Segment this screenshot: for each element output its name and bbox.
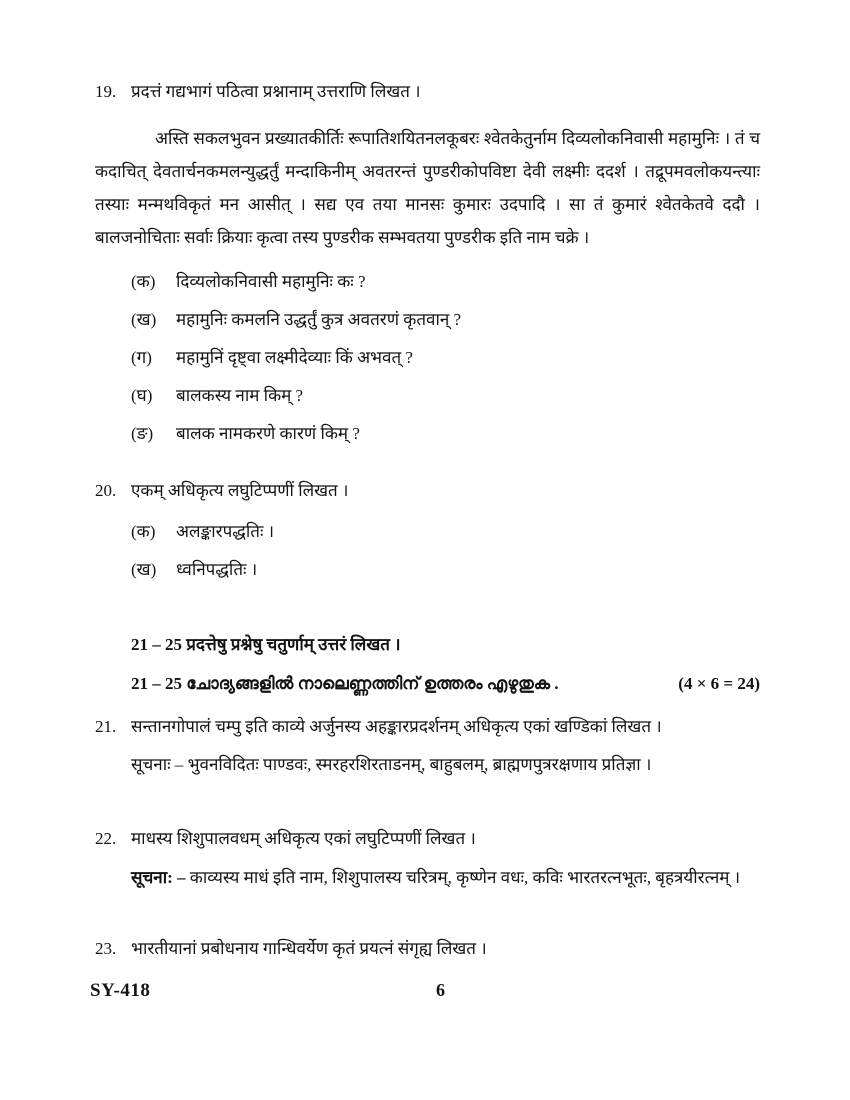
subquestion-label: (क) [131, 272, 156, 291]
question-20 [95, 479, 760, 503]
subquestion-19-ga [131, 346, 760, 369]
subquestion-label: (ख) [131, 310, 157, 329]
question-23-block [95, 937, 760, 961]
section-instruction-sanskrit: 21 – 25 प्रदत्तेषु प्रश्नेषु चतुर्णाम् उत्तरं लिखत । [131, 635, 401, 654]
question-23 [95, 937, 760, 961]
subquestion-label: (क) [131, 522, 156, 541]
question-21-hint [131, 753, 760, 777]
subquestion-text: दिव्यलोकनिवासी महामुनिः कः ? [176, 272, 366, 291]
question-20-subquestions [131, 520, 760, 581]
subquestion-19-gha [131, 384, 760, 407]
question-19-number: 19. [95, 82, 117, 101]
subquestion-text: बालक नामकरणे कारणं किम् ? [176, 424, 360, 443]
subquestion-19-kha [131, 308, 760, 331]
section-instruction-malayalam: 21 – 25 ചോദ്യങ്ങളിൽ നാലെണ്ണത്തിന് ഉത്തരം എഴുതുക . [131, 674, 559, 693]
hint-text: भुवनविदितः पाण्डवः, स्मरहरशिरताडनम्, बाहुबलम्, ब्राह्मणपुत्ररक्षणाय प्रतिज्ञा । [187, 755, 652, 774]
question-21 [95, 715, 760, 739]
subquestion-20-ka [131, 520, 760, 543]
question-20-number: 20. [95, 481, 117, 500]
subquestion-text: महामुनिं दृष्ट्वा लक्ष्मीदेव्याः किं अभवत् ? [176, 348, 413, 367]
question-19-subquestions [131, 270, 760, 445]
question-22-number: 22. [95, 829, 117, 848]
question-21-prompt: सन्तानगोपालं चम्पु इति काव्ये अर्जुनस्य अहङ्कारप्रदर्शनम् अधिकृत्य एकां खण्डिकां लिखत । [131, 717, 662, 736]
question-22-hint [131, 866, 760, 890]
hint-text: काव्यस्य माधं इति नाम, शिशुपालस्य चरित्रम्, कृष्णेन वधः, कविः भारतरत्नभूतः, बृहत्रयीरत्नम् । [189, 868, 741, 887]
subquestion-label: (ङ) [131, 424, 154, 443]
subquestion-text: बालकस्य नाम किम् ? [176, 386, 304, 405]
question-23-number: 23. [95, 939, 117, 958]
section-instruction-malayalam-row [131, 671, 760, 697]
section-marks: (4 × 6 = 24) [678, 674, 760, 693]
subquestion-label: (ख) [131, 560, 157, 579]
hint-label: सूचनाः – [131, 755, 184, 774]
question-21-block [95, 715, 760, 777]
paper-code: SY-418 [90, 980, 151, 1001]
subquestion-text: महामुनिः कमलनि उद्धर्तुं कुत्र अवतरणं कृतवान् ? [176, 310, 462, 329]
question-22-block [95, 827, 760, 890]
page-number: 6 [436, 980, 445, 1000]
question-23-prompt: भारतीयानां प्रबोधनाय गान्धिवर्येण कृतं प्रयत्नं संगृह्य लिखत । [131, 939, 487, 958]
question-22-prompt: माधस्य शिशुपालवधम् अधिकृत्य एकां लघुटिप्पणीं लिखत । [131, 829, 476, 848]
subquestion-19-ka [131, 270, 760, 293]
page-content [95, 80, 760, 961]
question-22 [95, 827, 760, 851]
subquestion-label: (ग) [131, 348, 152, 367]
hint-label: सूचना: – [131, 868, 186, 887]
subquestion-19-nga [131, 422, 760, 445]
subquestion-text: अलङ्कारपद्धतिः । [176, 522, 275, 541]
page-footer [0, 980, 850, 1006]
question-19-passage: अस्ति सकलभुवन प्रख्यातकीर्तिः रूपातिशयितनलकूबरः श्वेतकेतुर्नाम दिव्यलोकनिवासी महामुनिः । तं च कदाचित् देवतार्चनकमलन्युद्धर्तुं मन्दाकिनीम् अवतरन्तं पुण्डरीकोपविष्टा देवी लक्ष्मीः ददर्श । तद्रूपमवलोकयन्त्याः तस्याः मन्मथविकृतं मन आसीत् । सद्य एव तया मानसः कुमारः उदपादि । सा तं कुमारं श्वेतकेतवे ददौ । बालजनोचिताः सर्वाः क्रियाः कृत्वा तस्य पुण्डरीक सम्भवतया पुण्डरीक इति नाम चक्रे । [95, 129, 760, 247]
subquestion-label: (घ) [131, 386, 153, 405]
subquestion-text: ध्वनिपद्धतिः । [176, 560, 258, 579]
question-19 [95, 80, 760, 104]
subquestion-20-kha [131, 558, 760, 581]
question-20-block [95, 479, 760, 581]
question-21-number: 21. [95, 717, 117, 736]
question-20-prompt: एकम् अधिकृत्य लघुटिप्पणीं लिखत । [131, 481, 349, 500]
question-19-prompt: प्रदत्तं गद्यभागं पठित्वा प्रश्नानाम् उत्तराणि लिखत । [131, 82, 421, 101]
